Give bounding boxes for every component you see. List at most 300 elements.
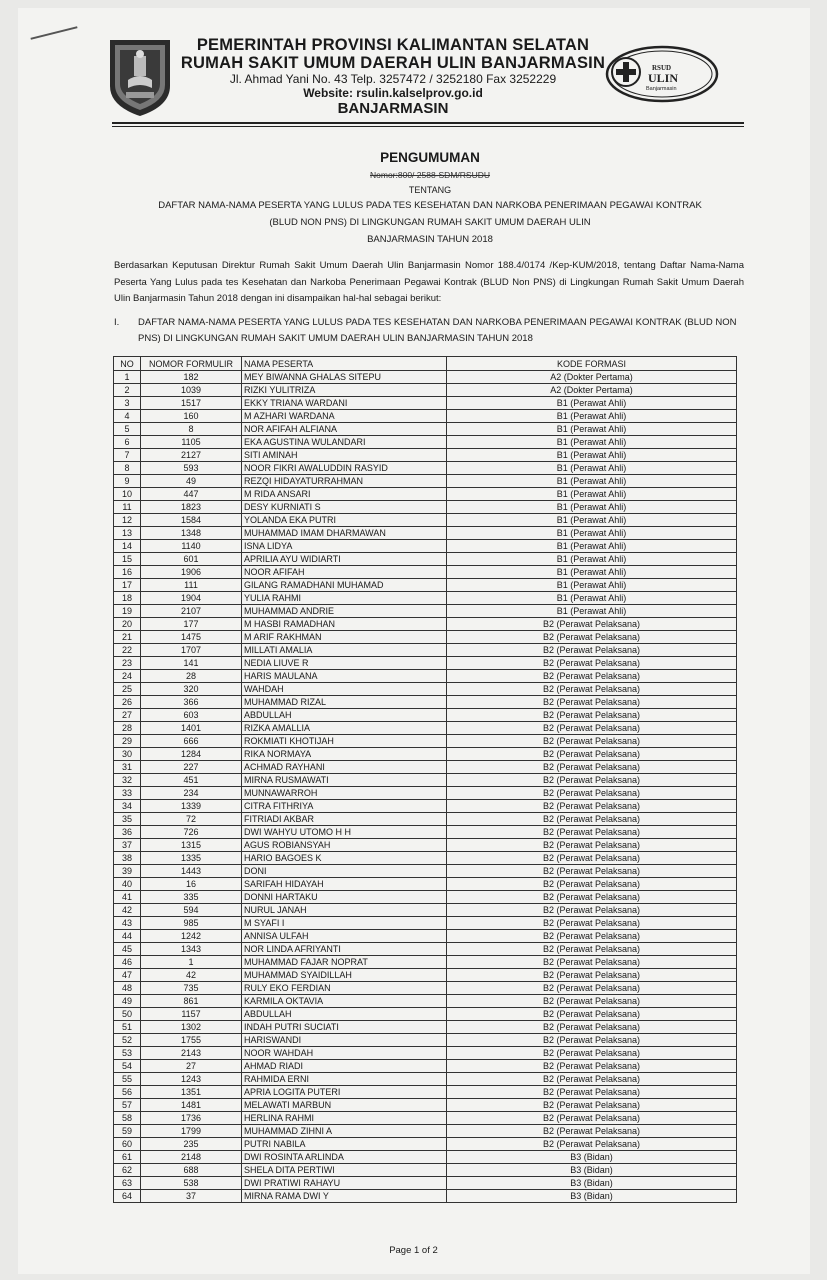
cell-participant-name: REZQI HIDAYATURRAHMAN — [242, 475, 447, 488]
cell-formation-code: A2 (Dokter Pertama) — [447, 384, 737, 397]
cell-no: 32 — [114, 774, 141, 787]
cell-participant-name: MUHAMMAD RIZAL — [242, 696, 447, 709]
cell-participant-name: INDAH PUTRI SUCIATI — [242, 1021, 447, 1034]
cell-formation-code: B2 (Perawat Pelaksana) — [447, 1021, 737, 1034]
table-row — [114, 397, 737, 410]
cell-participant-name: MIRNA RUSMAWATI — [242, 774, 447, 787]
cell-form-number: 447 — [141, 488, 242, 501]
cell-participant-name: M RIDA ANSARI — [242, 488, 447, 501]
cell-participant-name: AHMAD RIADI — [242, 1060, 447, 1073]
cell-no: 10 — [114, 488, 141, 501]
cell-participant-name: FITRIADI AKBAR — [242, 813, 447, 826]
cell-formation-code: B2 (Perawat Pelaksana) — [447, 761, 737, 774]
cell-no: 17 — [114, 579, 141, 592]
cell-participant-name: RIKA NORMAYA — [242, 748, 447, 761]
table-row — [114, 787, 737, 800]
table-row — [114, 410, 737, 423]
table-row — [114, 930, 737, 943]
cell-participant-name: DWI WAHYU UTOMO H H — [242, 826, 447, 839]
cell-no: 29 — [114, 735, 141, 748]
cell-no: 62 — [114, 1164, 141, 1177]
cell-formation-code: B2 (Perawat Pelaksana) — [447, 839, 737, 852]
cell-no: 22 — [114, 644, 141, 657]
cell-formation-code: B2 (Perawat Pelaksana) — [447, 1034, 737, 1047]
cell-form-number: 27 — [141, 1060, 242, 1073]
cell-participant-name: ABDULLAH — [242, 1008, 447, 1021]
svg-text:Banjarmasin: Banjarmasin — [646, 86, 677, 92]
cell-form-number: 735 — [141, 982, 242, 995]
cell-no: 44 — [114, 930, 141, 943]
cell-formation-code: B2 (Perawat Pelaksana) — [447, 852, 737, 865]
cell-participant-name: AGUS ROBIANSYAH — [242, 839, 447, 852]
cell-formation-code: B1 (Perawat Ahli) — [447, 423, 737, 436]
cell-participant-name: DONI — [242, 865, 447, 878]
cell-form-number: 1243 — [141, 1073, 242, 1086]
cell-participant-name: MEY BIWANNA GHALAS SITEPU — [242, 371, 447, 384]
cell-no: 42 — [114, 904, 141, 917]
table-row — [114, 891, 737, 904]
cell-participant-name: ABDULLAH — [242, 709, 447, 722]
cell-form-number: 235 — [141, 1138, 242, 1151]
cell-participant-name: M ARIF RAKHMAN — [242, 631, 447, 644]
cell-form-number: 111 — [141, 579, 242, 592]
cell-no: 25 — [114, 683, 141, 696]
cell-form-number: 177 — [141, 618, 242, 631]
cell-no: 45 — [114, 943, 141, 956]
section-text: DAFTAR NAMA-NAMA PESERTA YANG LULUS PADA TES KESEHATAN DAN NARKOBA PENERIMAAN PEGAWAI KONTRAK (BLUD NON PNS) DI LINGKUNGAN RUMAH SAKIT UMUM DAERAH ULIN BANJARMASIN TAHUN 2018 — [138, 317, 737, 344]
cell-form-number: 1351 — [141, 1086, 242, 1099]
column-header-form-number: NOMOR FORMULIR — [141, 357, 242, 371]
cell-no: 46 — [114, 956, 141, 969]
cell-no: 18 — [114, 592, 141, 605]
cell-formation-code: B2 (Perawat Pelaksana) — [447, 683, 737, 696]
cell-participant-name: DWI PRATIWI RAHAYU — [242, 1177, 447, 1190]
cell-participant-name: M HASBI RAMADHAN — [242, 618, 447, 631]
cell-participant-name: MUHAMMAD FAJAR NOPRAT — [242, 956, 447, 969]
cell-form-number: 2107 — [141, 605, 242, 618]
cell-no: 24 — [114, 670, 141, 683]
table-row — [114, 1112, 737, 1125]
cell-participant-name: M SYAFI I — [242, 917, 447, 930]
table-row — [114, 1151, 737, 1164]
cell-participant-name: RIZKI YULITRIZA — [242, 384, 447, 397]
cell-formation-code: B1 (Perawat Ahli) — [447, 592, 737, 605]
cell-formation-code: B2 (Perawat Pelaksana) — [447, 982, 737, 995]
cell-no: 2 — [114, 384, 141, 397]
cell-no: 8 — [114, 462, 141, 475]
cell-formation-code: B1 (Perawat Ahli) — [447, 501, 737, 514]
cell-participant-name: MUHAMMAD IMAM DHARMAWAN — [242, 527, 447, 540]
cell-no: 28 — [114, 722, 141, 735]
cell-form-number: 1443 — [141, 865, 242, 878]
cell-no: 31 — [114, 761, 141, 774]
cell-no: 37 — [114, 839, 141, 852]
letterhead-rule — [112, 122, 744, 124]
cell-form-number: 1242 — [141, 930, 242, 943]
cell-participant-name: CITRA FITHRIYA — [242, 800, 447, 813]
participant-table — [113, 356, 737, 1203]
cell-form-number: 1904 — [141, 592, 242, 605]
table-row — [114, 1138, 737, 1151]
cell-formation-code: B2 (Perawat Pelaksana) — [447, 1060, 737, 1073]
cell-participant-name: NEDIA LIUVE R — [242, 657, 447, 670]
cell-participant-name: YULIA RAHMI — [242, 592, 447, 605]
cell-formation-code: B2 (Perawat Pelaksana) — [447, 722, 737, 735]
cell-participant-name: SARIFAH HIDAYAH — [242, 878, 447, 891]
letterhead-rule-thin — [112, 126, 744, 127]
table-row — [114, 384, 737, 397]
cell-participant-name: MUHAMMAD ANDRIE — [242, 605, 447, 618]
cell-form-number: 42 — [141, 969, 242, 982]
cell-participant-name: NOOR WAHDAH — [242, 1047, 447, 1060]
cell-participant-name: NURUL JANAH — [242, 904, 447, 917]
cell-no: 5 — [114, 423, 141, 436]
cell-form-number: 1302 — [141, 1021, 242, 1034]
cell-participant-name: PUTRI NABILA — [242, 1138, 447, 1151]
cell-form-number: 1348 — [141, 527, 242, 540]
announcement-title: PENGUMUMAN — [380, 150, 480, 165]
cell-no: 12 — [114, 514, 141, 527]
cell-form-number: 1284 — [141, 748, 242, 761]
table-row — [114, 605, 737, 618]
cell-formation-code: B2 (Perawat Pelaksana) — [447, 696, 737, 709]
cell-no: 52 — [114, 1034, 141, 1047]
cell-formation-code: B2 (Perawat Pelaksana) — [447, 956, 737, 969]
table-body — [114, 371, 737, 1203]
cell-participant-name: KARMILA OKTAVIA — [242, 995, 447, 1008]
cell-no: 7 — [114, 449, 141, 462]
cell-formation-code: B1 (Perawat Ahli) — [447, 488, 737, 501]
cell-form-number: 72 — [141, 813, 242, 826]
cell-form-number: 182 — [141, 371, 242, 384]
announcement-about: TENTANG — [408, 185, 452, 195]
provincial-emblem-icon — [106, 34, 174, 118]
table-row — [114, 995, 737, 1008]
cell-formation-code: B2 (Perawat Pelaksana) — [447, 644, 737, 657]
cell-no: 11 — [114, 501, 141, 514]
cell-no: 57 — [114, 1099, 141, 1112]
cell-form-number: 1823 — [141, 501, 242, 514]
table-row — [114, 488, 737, 501]
cell-participant-name: MELAWATI MARBUN — [242, 1099, 447, 1112]
cell-no: 16 — [114, 566, 141, 579]
cell-form-number: 601 — [141, 553, 242, 566]
cell-no: 49 — [114, 995, 141, 1008]
cell-participant-name: APRILIA AYU WIDIARTI — [242, 553, 447, 566]
table-row — [114, 579, 737, 592]
cell-participant-name: NOR LINDA AFRIYANTI — [242, 943, 447, 956]
cell-participant-name: SITI AMINAH — [242, 449, 447, 462]
cell-participant-name: HARIS MAULANA — [242, 670, 447, 683]
cell-participant-name: YOLANDA EKA PUTRI — [242, 514, 447, 527]
cell-participant-name: EKKY TRIANA WARDANI — [242, 397, 447, 410]
cell-form-number: 8 — [141, 423, 242, 436]
cell-formation-code: B2 (Perawat Pelaksana) — [447, 930, 737, 943]
table-row — [114, 1177, 737, 1190]
cell-form-number: 160 — [141, 410, 242, 423]
cell-participant-name: DONNI HARTAKU — [242, 891, 447, 904]
cell-no: 23 — [114, 657, 141, 670]
table-row — [114, 449, 737, 462]
table-row — [114, 800, 737, 813]
table-row — [114, 878, 737, 891]
cell-form-number: 1339 — [141, 800, 242, 813]
cell-no: 30 — [114, 748, 141, 761]
cell-no: 50 — [114, 1008, 141, 1021]
cell-no: 3 — [114, 397, 141, 410]
cell-participant-name: MIRNA RAMA DWI Y — [242, 1190, 447, 1203]
cell-participant-name: SHELA DITA PERTIWI — [242, 1164, 447, 1177]
cell-formation-code: B1 (Perawat Ahli) — [447, 436, 737, 449]
cell-form-number: 1105 — [141, 436, 242, 449]
cell-form-number: 28 — [141, 670, 242, 683]
cell-formation-code: B2 (Perawat Pelaksana) — [447, 1047, 737, 1060]
cell-formation-code: B2 (Perawat Pelaksana) — [447, 657, 737, 670]
letterhead-city: BANJARMASIN — [337, 100, 449, 117]
cell-formation-code: B2 (Perawat Pelaksana) — [447, 631, 737, 644]
cell-formation-code: B1 (Perawat Ahli) — [447, 410, 737, 423]
cell-formation-code: B2 (Perawat Pelaksana) — [447, 787, 737, 800]
table-row — [114, 722, 737, 735]
cell-no: 43 — [114, 917, 141, 930]
cell-formation-code: B2 (Perawat Pelaksana) — [447, 904, 737, 917]
table-row — [114, 670, 737, 683]
cell-formation-code: B2 (Perawat Pelaksana) — [447, 813, 737, 826]
cell-participant-name: MUNNAWARROH — [242, 787, 447, 800]
cell-form-number: 451 — [141, 774, 242, 787]
cell-participant-name: MUHAMMAD ZIHNI A — [242, 1125, 447, 1138]
cell-participant-name: M AZHARI WARDANA — [242, 410, 447, 423]
cell-participant-name: GILANG RAMADHANI MUHAMAD — [242, 579, 447, 592]
announcement-subject-line3: BANJARMASIN TAHUN 2018 — [367, 234, 493, 245]
announcement-number: Nomor:800/ 2588-SDM/RSUDU — [370, 170, 490, 180]
cell-formation-code: B2 (Perawat Pelaksana) — [447, 943, 737, 956]
cell-form-number: 1343 — [141, 943, 242, 956]
table-row — [114, 865, 737, 878]
cell-no: 59 — [114, 1125, 141, 1138]
cell-no: 56 — [114, 1086, 141, 1099]
cell-form-number: 1 — [141, 956, 242, 969]
letterhead-hospital: RUMAH SAKIT UMUM DAERAH ULIN BANJARMASIN — [180, 54, 606, 72]
table-row — [114, 969, 737, 982]
cell-formation-code: B1 (Perawat Ahli) — [447, 514, 737, 527]
cell-no: 54 — [114, 1060, 141, 1073]
cell-participant-name: RULY EKO FERDIAN — [242, 982, 447, 995]
cell-form-number: 688 — [141, 1164, 242, 1177]
cell-formation-code: B2 (Perawat Pelaksana) — [447, 709, 737, 722]
cell-no: 39 — [114, 865, 141, 878]
cell-formation-code: B2 (Perawat Pelaksana) — [447, 1125, 737, 1138]
cell-form-number: 1481 — [141, 1099, 242, 1112]
cell-form-number: 666 — [141, 735, 242, 748]
table-row — [114, 761, 737, 774]
cell-form-number: 1401 — [141, 722, 242, 735]
table-header-row — [114, 357, 737, 371]
page-number: Page 1 of 2 — [389, 1245, 438, 1256]
cell-formation-code: B2 (Perawat Pelaksana) — [447, 1112, 737, 1125]
table-row — [114, 735, 737, 748]
cell-form-number: 603 — [141, 709, 242, 722]
cell-no: 13 — [114, 527, 141, 540]
table-row — [114, 1034, 737, 1047]
table-row — [114, 1190, 737, 1203]
table-row — [114, 631, 737, 644]
cell-formation-code: B1 (Perawat Ahli) — [447, 605, 737, 618]
cell-no: 41 — [114, 891, 141, 904]
cell-form-number: 1906 — [141, 566, 242, 579]
cell-form-number: 1475 — [141, 631, 242, 644]
table-row — [114, 501, 737, 514]
cell-no: 63 — [114, 1177, 141, 1190]
cell-formation-code: B2 (Perawat Pelaksana) — [447, 1008, 737, 1021]
cell-formation-code: B1 (Perawat Ahli) — [447, 462, 737, 475]
table-row — [114, 436, 737, 449]
cell-formation-code: B2 (Perawat Pelaksana) — [447, 670, 737, 683]
table-row — [114, 462, 737, 475]
cell-form-number: 335 — [141, 891, 242, 904]
column-header-no: NO — [114, 357, 141, 371]
cell-participant-name: NOOR AFIFAH — [242, 566, 447, 579]
cell-formation-code: B1 (Perawat Ahli) — [447, 566, 737, 579]
table-row — [114, 514, 737, 527]
cell-formation-code: B3 (Bidan) — [447, 1151, 737, 1164]
cell-participant-name: HARISWANDI — [242, 1034, 447, 1047]
cell-form-number: 1315 — [141, 839, 242, 852]
cell-formation-code: B2 (Perawat Pelaksana) — [447, 1099, 737, 1112]
cell-formation-code: B2 (Perawat Pelaksana) — [447, 774, 737, 787]
cell-form-number: 141 — [141, 657, 242, 670]
cell-form-number: 1799 — [141, 1125, 242, 1138]
cell-formation-code: B3 (Bidan) — [447, 1164, 737, 1177]
cell-no: 58 — [114, 1112, 141, 1125]
intro-paragraph: Berdasarkan Keputusan Direktur Rumah Sakit Umum Daerah Ulin Banjarmasin Nomor 188.4/0174 /Kep-KUM/2018, tentang Daftar Nama-Nama Peserta Yang Lulus pada tes Kesehatan dan Narkoba Penerimaan Pegawai Kontrak (BLUD Non PNS) di Lingkungan Rumah Sakit Umum Daerah Ulin Banjarmasin Tahun 2018 dengan ini disampaikan hal-hal sebagai berikut: — [114, 260, 744, 304]
cell-form-number: 1157 — [141, 1008, 242, 1021]
cell-participant-name: RAHMIDA ERNI — [242, 1073, 447, 1086]
cell-formation-code: B2 (Perawat Pelaksana) — [447, 1086, 737, 1099]
cell-formation-code: B2 (Perawat Pelaksana) — [447, 618, 737, 631]
cell-formation-code: B1 (Perawat Ahli) — [447, 475, 737, 488]
cell-no: 14 — [114, 540, 141, 553]
cell-no: 40 — [114, 878, 141, 891]
cell-formation-code: B2 (Perawat Pelaksana) — [447, 865, 737, 878]
table-row — [114, 943, 737, 956]
cell-form-number: 985 — [141, 917, 242, 930]
cell-formation-code: A2 (Dokter Pertama) — [447, 371, 737, 384]
cell-formation-code: B2 (Perawat Pelaksana) — [447, 735, 737, 748]
cell-form-number: 2148 — [141, 1151, 242, 1164]
cell-participant-name: ISNA LIDYA — [242, 540, 447, 553]
cell-form-number: 366 — [141, 696, 242, 709]
table-row — [114, 475, 737, 488]
cell-participant-name: ANNISA ULFAH — [242, 930, 447, 943]
cell-form-number: 1335 — [141, 852, 242, 865]
cell-participant-name: DWI ROSINTA ARLINDA — [242, 1151, 447, 1164]
cell-no: 1 — [114, 371, 141, 384]
cell-form-number: 2143 — [141, 1047, 242, 1060]
cell-formation-code: B2 (Perawat Pelaksana) — [447, 800, 737, 813]
cell-no: 35 — [114, 813, 141, 826]
letterhead-government: PEMERINTAH PROVINSI KALIMANTAN SELATAN — [196, 36, 590, 54]
cell-no: 9 — [114, 475, 141, 488]
table-row — [114, 813, 737, 826]
cell-no: 55 — [114, 1073, 141, 1086]
cell-no: 51 — [114, 1021, 141, 1034]
cell-no: 47 — [114, 969, 141, 982]
cell-no: 33 — [114, 787, 141, 800]
cell-form-number: 538 — [141, 1177, 242, 1190]
cell-form-number: 1755 — [141, 1034, 242, 1047]
cell-formation-code: B3 (Bidan) — [447, 1190, 737, 1203]
table-row — [114, 553, 737, 566]
cell-participant-name: HERLINA RAHMI — [242, 1112, 447, 1125]
table-row — [114, 1073, 737, 1086]
cell-form-number: 1039 — [141, 384, 242, 397]
cell-no: 26 — [114, 696, 141, 709]
table-row — [114, 1021, 737, 1034]
cell-form-number: 1517 — [141, 397, 242, 410]
table-row — [114, 566, 737, 579]
cell-formation-code: B1 (Perawat Ahli) — [447, 579, 737, 592]
cell-form-number: 726 — [141, 826, 242, 839]
cell-formation-code: B1 (Perawat Ahli) — [447, 553, 737, 566]
section-number: I. — [114, 317, 120, 328]
cell-participant-name: NOOR FIKRI AWALUDDIN RASYID — [242, 462, 447, 475]
cell-formation-code: B2 (Perawat Pelaksana) — [447, 995, 737, 1008]
cell-participant-name: MUHAMMAD SYAIDILLAH — [242, 969, 447, 982]
table-row — [114, 527, 737, 540]
cell-no: 60 — [114, 1138, 141, 1151]
cell-form-number: 1140 — [141, 540, 242, 553]
cell-formation-code: B1 (Perawat Ahli) — [447, 449, 737, 462]
table-row — [114, 839, 737, 852]
table-row — [114, 657, 737, 670]
table-row — [114, 1164, 737, 1177]
table-row — [114, 826, 737, 839]
cell-no: 38 — [114, 852, 141, 865]
cell-form-number: 594 — [141, 904, 242, 917]
cell-form-number: 1736 — [141, 1112, 242, 1125]
cell-form-number: 1584 — [141, 514, 242, 527]
cell-no: 4 — [114, 410, 141, 423]
cell-form-number: 49 — [141, 475, 242, 488]
cell-no: 15 — [114, 553, 141, 566]
letterhead-website: Website: rsulin.kalselprov.go.id — [303, 86, 483, 100]
table-row — [114, 904, 737, 917]
cell-no: 53 — [114, 1047, 141, 1060]
table-row — [114, 1086, 737, 1099]
table-row — [114, 592, 737, 605]
cell-no: 20 — [114, 618, 141, 631]
cell-formation-code: B2 (Perawat Pelaksana) — [447, 917, 737, 930]
cell-participant-name: RIZKA AMALLIA — [242, 722, 447, 735]
cell-no: 48 — [114, 982, 141, 995]
cell-form-number: 227 — [141, 761, 242, 774]
table-row — [114, 540, 737, 553]
table-row — [114, 371, 737, 384]
table-row — [114, 696, 737, 709]
cell-no: 27 — [114, 709, 141, 722]
cell-form-number: 320 — [141, 683, 242, 696]
hospital-logo-icon — [604, 44, 720, 104]
cell-formation-code: B2 (Perawat Pelaksana) — [447, 1073, 737, 1086]
table-row — [114, 917, 737, 930]
cell-form-number: 37 — [141, 1190, 242, 1203]
table-row — [114, 1008, 737, 1021]
cell-form-number: 1707 — [141, 644, 242, 657]
cell-form-number: 2127 — [141, 449, 242, 462]
cell-form-number: 16 — [141, 878, 242, 891]
cell-formation-code: B2 (Perawat Pelaksana) — [447, 1138, 737, 1151]
